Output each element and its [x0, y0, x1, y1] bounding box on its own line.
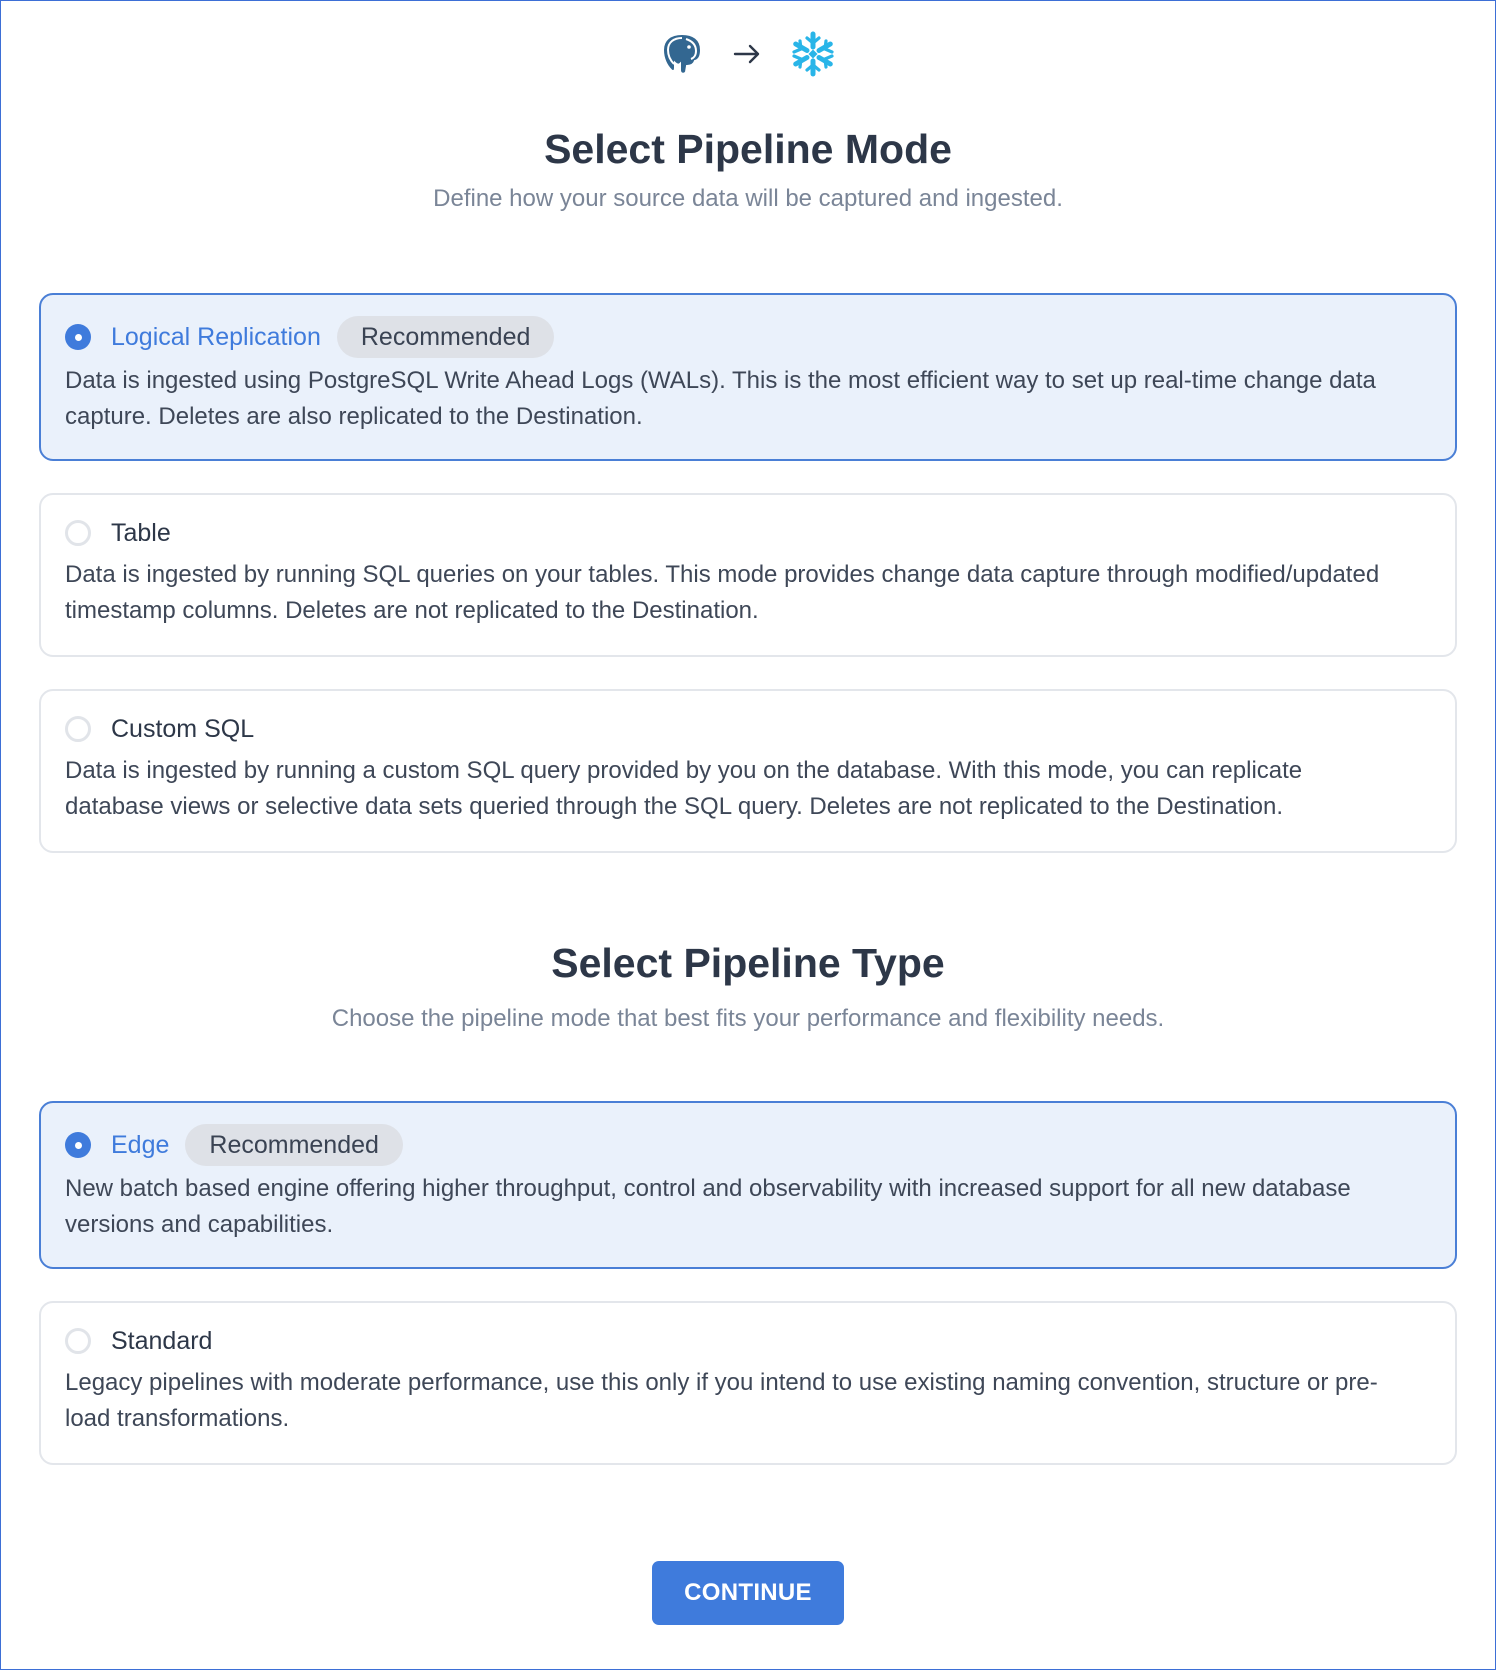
option-label: Custom SQL — [111, 715, 255, 743]
pipeline-type-subtitle: Choose the pipeline mode that best fits your performance and flexibility needs. — [331, 1005, 1165, 1032]
snowflake-icon — [788, 29, 838, 79]
option-custom-sql[interactable] — [39, 689, 1457, 853]
postgresql-elephant-icon — [658, 30, 706, 78]
option-header — [65, 315, 554, 359]
pipeline-mode-title: Select Pipeline Mode — [544, 126, 952, 172]
option-logical-replication[interactable] — [39, 293, 1457, 461]
option-description: Data is ingested using PostgreSQL Write Ahead Logs (WALs). This is the most efficient way to set up real-time change data capture. Deletes are also replicated to the Destination. — [65, 367, 1376, 430]
option-label: Standard — [111, 1327, 213, 1355]
option-standard[interactable] — [39, 1301, 1457, 1465]
connection-logos — [1, 27, 1495, 81]
option-edge[interactable] — [39, 1101, 1457, 1269]
option-header — [65, 1319, 212, 1363]
option-description: Data is ingested by running a custom SQL query provided by you on the database. With this mode, you can replicate database views or selective data sets queried through the SQL query. Deletes are not replicated to the Destination. — [65, 757, 1303, 820]
option-header — [65, 707, 254, 751]
option-description: Data is ingested by running SQL queries on your tables. This mode provides change data capture through modified/updated timestamp columns. Deletes are not replicated to the Destination. — [65, 561, 1380, 624]
pipeline-mode-subtitle: Define how your source data will be captured and ingested. — [433, 185, 1063, 212]
option-label: Edge — [111, 1131, 170, 1159]
option-header — [65, 511, 171, 555]
pipeline-type-title: Select Pipeline Type — [551, 940, 945, 986]
radio-edge[interactable] — [65, 1132, 91, 1158]
recommended-badge: Recommended — [185, 1124, 403, 1166]
arrow-right-icon — [732, 42, 762, 66]
radio-standard[interactable] — [65, 1328, 91, 1354]
option-label: Table — [111, 519, 171, 547]
option-table[interactable] — [39, 493, 1457, 657]
option-label: Logical Replication — [111, 323, 321, 351]
option-description: New batch based engine offering higher throughput, control and observability with increased support for all new database versions and capabilities. — [65, 1175, 1351, 1238]
option-header — [65, 1123, 403, 1167]
option-description: Legacy pipelines with moderate performance, use this only if you intend to use existing naming convention, structure or pre-load transformations. — [65, 1369, 1378, 1432]
recommended-badge: Recommended — [337, 316, 555, 358]
continue-button[interactable]: CONTINUE — [652, 1561, 844, 1625]
radio-custom-sql[interactable] — [65, 716, 91, 742]
radio-table[interactable] — [65, 520, 91, 546]
radio-logical-replication[interactable] — [65, 324, 91, 350]
